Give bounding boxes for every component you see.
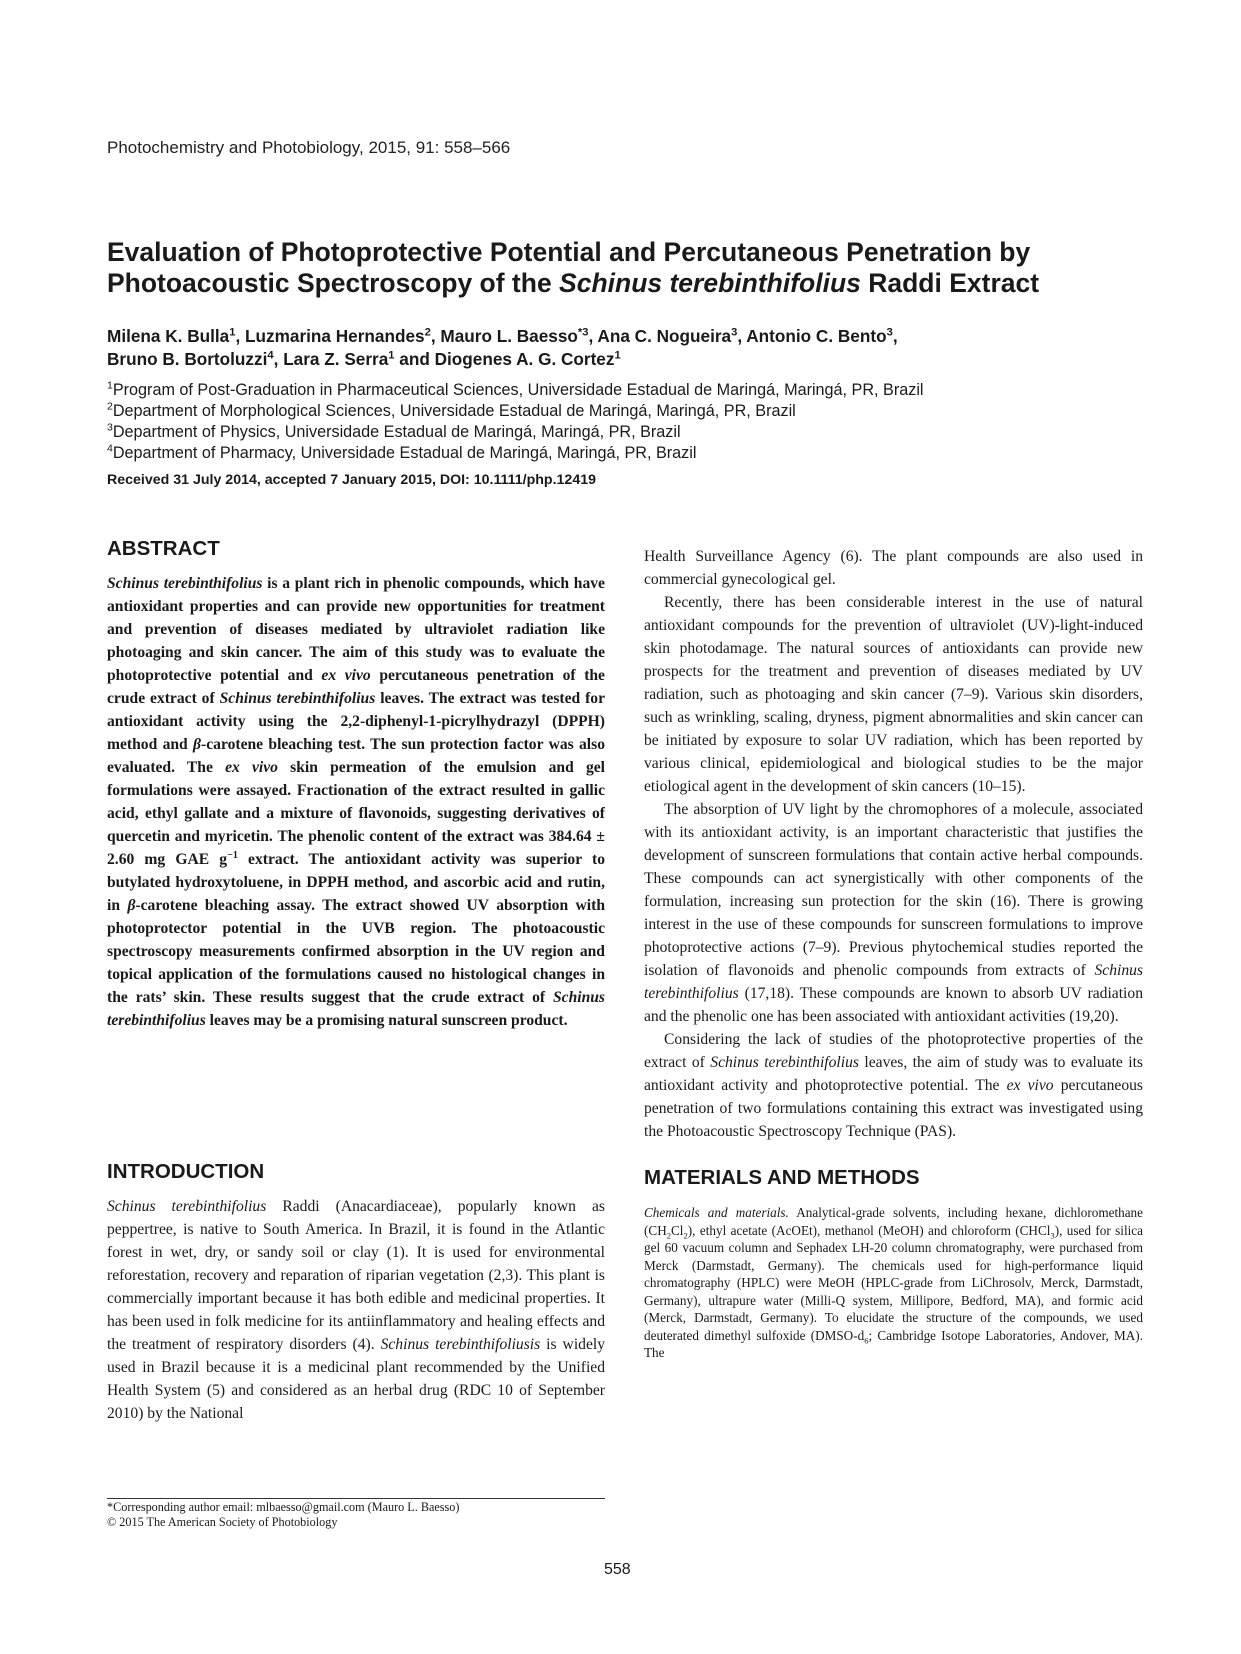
author-affiliation-mark: 1 [614, 349, 621, 362]
author: Milena K. Bulla [107, 326, 230, 346]
affiliation-mark: 2 [107, 400, 113, 413]
abstract-text-run: is a plant rich in phenolic compounds, which have antioxidant properties and can provide new opportunities for treatment and prevention of diseases mediated by ultraviolet radiation like photoaging and skin cancer. The aim of this study was to evaluate the photoprotective potential and [107, 575, 605, 684]
author-separator: , [737, 326, 747, 346]
affiliation-mark: 4 [107, 442, 113, 455]
introduction-continuation: Health Surveillance Agency (6). The plant compounds are also used in commercial gynecological gel. [644, 548, 1143, 588]
abstract-italic: Schinus terebinthifolius [107, 989, 605, 1029]
subscript: 3 [1050, 1230, 1055, 1241]
affiliation-text: Department of Pharmacy, Universidade Estadual de Maringá, Maringá, PR, Brazil [112, 444, 697, 462]
abstract-superscript: −1 [227, 849, 238, 861]
abstract-section [107, 537, 605, 1032]
intro-paragraph [644, 1028, 1143, 1143]
intro-paragraph: Recently, there has been considerable interest in the use of natural antioxidant compounds for the prevention of ultraviolet (UV)-light-induced skin photodamage. The natural sources of antioxidants can provide new prospects for the treatment and prevention of diseases mediated by UV radiation, such as photoaging and skin cancer (7–9). Various skin disorders, such as wrinkling, scaling, dryness, pigment abnormalities and skin cancer can be initiated by exposure to solar UV radiation, which has been reported by various clinical, epidemiological and biological studies to be the major etiological agent in the development of skin cancers (10–15). [644, 594, 1143, 795]
introduction-body [107, 1195, 605, 1425]
affiliation-mark: 3 [107, 421, 113, 434]
intro-paragraph [644, 798, 1143, 1028]
methods-text-run: ; Cambridge Isotope Laboratories, Andover, MA). The [644, 1327, 1143, 1360]
title-line-2-start: Photoacoustic Spectroscopy of the [107, 268, 560, 298]
intro-italic: ex vivo [1006, 1077, 1054, 1094]
page-number: 558 [604, 1561, 631, 1578]
methods-heading: MATERIALS AND METHODS [644, 1166, 920, 1189]
subscript: 2 [683, 1230, 688, 1241]
author: Ana C. Nogueira [597, 326, 732, 346]
affiliation-text: Department of Morphological Sciences, Universidade Estadual de Maringá, Maringá, PR, Brazil [112, 402, 796, 420]
abstract-italic: ex vivo [225, 759, 278, 776]
author-affiliation-mark: 3 [731, 326, 738, 339]
footnotes [107, 1500, 607, 1530]
methods-text-run: Analytical-grade solvents, including hexane, dichloromethane (CH [644, 1205, 1144, 1238]
author-list [107, 325, 1157, 371]
author-affiliation-mark: 3 [886, 326, 893, 339]
author: Lara Z. Serra [283, 349, 389, 369]
methods-subheading: Chemicals and materials. [644, 1205, 789, 1220]
abstract-italic: β [193, 736, 202, 753]
abstract-text-run: percutaneous penetration of the crude extract of [107, 667, 605, 707]
methods-text-run: ), used for silica gel 60 vacuum column and Sephadex LH-20 column chromatography, were purchased from Merck (Darmstadt, Germany). The chemicals used for high-performance liquid chromatography (HPLC) were MeOH (HPLC-grade from LiChrosolv, Merck, Darmstadt, Germany), ultrapure water (Milli-Q system, Millipore, Bedford, MA), and formic acid (Merck, Darmstadt, Germany). To elucidate the structure of the compounds, we used deuterated dimethyl sulfoxide (DMSO-d [644, 1222, 1143, 1343]
abstract-text-run: -carotene bleaching assay. The extract showed UV absorption with photoprotector potential in the UVB region. The photoacoustic spectroscopy measurements confirmed absorption in the UV region and topical application of the formulations caused no histological changes in the rats’ skin. These results suggest that the crude extract of [107, 897, 606, 1006]
methods-text-run: ), ethyl acetate (AcOEt), methanol (MeOH) and chloroform (CHCl [687, 1222, 1051, 1238]
intro-italic: Schinus terebinthifolius [710, 1054, 859, 1071]
title-line-2-end: Raddi Extract [860, 268, 1040, 298]
article-title [107, 237, 1167, 299]
author-affiliation-mark: 4 [267, 349, 274, 362]
methods-text-run: Cl [671, 1222, 684, 1238]
author-affiliation-mark: 1 [229, 326, 236, 339]
title-species-name: Schinus terebinthifolius [559, 268, 861, 298]
copyright-note: © 2015 The American Society of Photobiology [107, 1515, 338, 1529]
affiliation [107, 401, 1187, 422]
subscript: 6 [864, 1335, 869, 1346]
author-affiliation-mark: 1 [388, 349, 395, 362]
intro-text-run: Raddi (Anacardiaceae), popularly known as peppertree, is native to South America. In Brazil, it is found in the Atlantic forest in wet, dry, or sandy soil or clay (1). It is used for environmental reforestation, recovery and reparation of riparian vegetation (2,3). This plant is commercially important because it has both edible and medicinal properties. It has been used in folk medicine for its antiinflammatory and healing effects and the treatment of respiratory disorders (4). [107, 1198, 606, 1353]
footnote-divider [107, 1498, 605, 1499]
author-affiliation-mark: 2 [424, 326, 431, 339]
abstract-italic: Schinus terebinthifolius [107, 575, 263, 592]
author: Luzmarina Hernandes [245, 326, 425, 346]
affiliation-text: Program of Post-Graduation in Pharmaceutical Sciences, Universidade Estadual de Maringá, Maringá, PR, Brazil [112, 381, 924, 399]
affiliation-text: Department of Physics, Universidade Estadual de Maringá, Maringá, PR, Brazil [112, 423, 681, 441]
author: Bruno B. Bortoluzzi [107, 349, 268, 369]
author: Diogenes A. G. Cortez [434, 349, 615, 369]
abstract-italic: Schinus terebinthifolius [219, 690, 376, 707]
abstract-heading: ABSTRACT [107, 537, 220, 560]
title-line-1: Evaluation of Photoprotective Potential and Percutaneous Penetration by [107, 237, 1031, 267]
affiliation [107, 443, 1187, 464]
abstract-text-run: leaves may be a promising natural sunscreen product. [205, 1012, 568, 1029]
author-affiliation-mark: *3 [577, 326, 589, 339]
intro-text-run: is widely used in Brazil because it is a medicinal plant recommended by the Unified Health System (5) and considered as an herbal drug (RDC 10 of September 2010) by the National [107, 1336, 606, 1422]
journal-citation: Photochemistry and Photobiology, 2015, 91: 558–566 [107, 138, 511, 157]
introduction-heading: INTRODUCTION [107, 1160, 265, 1183]
affiliation-mark: 1 [107, 379, 113, 392]
author-separator: , [430, 326, 441, 346]
affiliation [107, 422, 1187, 443]
author-separator: , [588, 326, 598, 346]
abstract-italic: β [127, 897, 136, 914]
author: Antonio C. Bento [746, 326, 887, 346]
affiliation-list [107, 380, 1187, 464]
abstract-italic: ex vivo [321, 667, 371, 684]
right-column [644, 545, 1143, 1362]
intro-italic: Schinus terebinthifolius [644, 962, 1143, 1002]
introduction-section [107, 1160, 605, 1425]
corresponding-author-note: *Corresponding author email: mlbaesso@gmail.com (Mauro L. Baesso) [107, 1500, 460, 1514]
author-separator: and [394, 349, 435, 369]
methods-body [644, 1204, 1143, 1362]
intro-text-run: leaves, the aim of study was to evaluate its antioxidant activity and photoprotective potential. The [644, 1054, 1143, 1094]
author-separator: , [235, 326, 246, 346]
abstract-body [107, 572, 605, 1032]
abstract-text-run: leaves. The extract was tested for antioxidant activity using the 2,2-diphenyl-1-picrylhydrazyl (DPPH) method and [107, 690, 605, 753]
author: Mauro L. Baesso [440, 326, 578, 346]
received-dates-doi: Received 31 July 2014, accepted 7 January 2015, DOI: 10.1111/php.12419 [107, 472, 596, 488]
intro-italic: Schinus terebinthifolius [107, 1198, 267, 1215]
affiliation [107, 380, 1187, 401]
intro-text-run: The absorption of UV light by the chromophores of a molecule, associated with its antioxidant activity, is an important characteristic that justifies the development of sunscreen formulations that contain active herbal compounds. These compounds can act synergistically with other components of the formulation, increasing sun protection for the skin (16). There is growing interest in the use of these compounds for sunscreen formulations to improve photoprotective actions (7–9). Previous phytochemical studies reported the isolation of flavonoids and phenolic compounds from extracts of [644, 801, 1143, 979]
abstract-text-run: -carotene bleaching test. The sun protection factor was also evaluated. The [107, 736, 606, 776]
abstract-text-run: skin permeation of the emulsion and gel formulations were assayed. Fractionation of the extract resulted in gallic acid, ethyl gallate and a mixture of flavonoids, suggesting derivatives of quercetin and myricetin. The phenolic content of the extract was 384.64 ± 2.60 mg GAE g [107, 759, 606, 868]
subscript: 2 [666, 1230, 672, 1241]
intro-italic: Schinus terebinthifoliusis [380, 1336, 541, 1353]
author-separator: , [892, 326, 898, 346]
intro-text-run: (17,18). These compounds are known to absorb UV radiation and the phenolic one has been associated with antioxidant activities (19,20). [644, 985, 1143, 1025]
intro-text-run: percutaneous penetration of two formulations containing this extract was investigated using the Photoacoustic Spectroscopy Technique (PAS). [644, 1077, 1143, 1140]
author-separator: , [273, 349, 284, 369]
intro-text-run: Considering the lack of studies of the photoprotective properties of the extract of [644, 1031, 1143, 1071]
abstract-text-run: extract. The antioxidant activity was superior to butylated hydroxytoluene, in DPPH method, and ascorbic acid and rutin, in [107, 851, 605, 914]
